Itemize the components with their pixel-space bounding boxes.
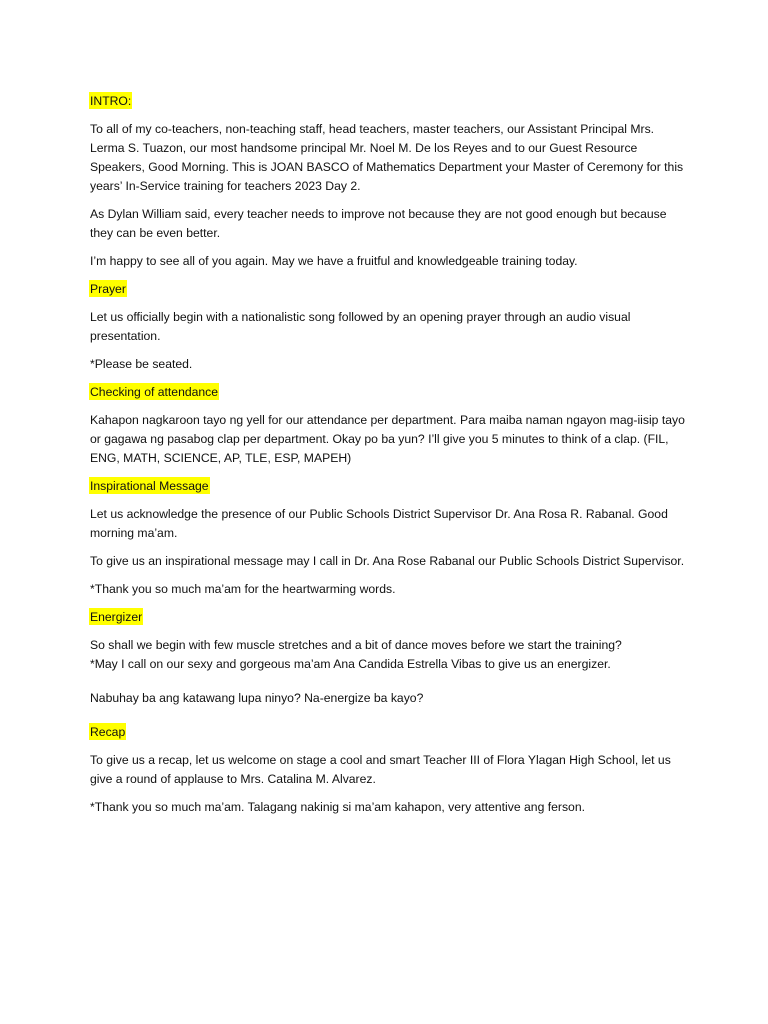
paragraph: So shall we begin with few muscle stretches and a bit of dance moves before we start the training? — [90, 638, 622, 652]
paragraph: To give us a recap, let us welcome on stage a cool and smart Teacher III of Flora Ylagan High School, let us give a round of applause to Mrs. Catalina M. Alvarez. — [90, 753, 671, 786]
document-page — [90, 92, 690, 817]
paragraph: Kahapon nagkaroon tayo ng yell for our attendance per department. Para maiba naman ngayon mag-iisip tayo or gagawa ng pasabog clap per department. Okay po ba yun? I’ll give you 5 minutes to think of a clap. (FIL, ENG, MATH, SCIENCE, AP, TLE, ESP, MAPEH) — [90, 413, 685, 465]
paragraph: Let us acknowledge the presence of our Public Schools District Supervisor Dr. Ana Rosa R. Rabanal. Good morning ma’am. — [90, 507, 668, 540]
highlighted-heading: Recap — [90, 725, 126, 739]
section-heading-energizer — [90, 608, 690, 627]
section-heading-intro — [90, 92, 690, 111]
paragraph: *Thank you so much ma’am for the heartwarming words. — [90, 582, 396, 596]
highlighted-heading: Inspirational Message — [90, 479, 209, 493]
highlighted-heading: Prayer — [90, 282, 126, 296]
highlighted-heading: Checking of attendance — [90, 385, 219, 399]
paragraph: As Dylan William said, every teacher needs to improve not because they are not good enough but because they can be even better. — [90, 207, 667, 240]
paragraph: I’m happy to see all of you again. May we have a fruitful and knowledgeable training today. — [90, 254, 578, 268]
highlighted-heading: Energizer — [90, 610, 143, 624]
section-heading-inspirational-message — [90, 477, 690, 496]
paragraph: Nabuhay ba ang katawang lupa ninyo? Na-energize ba kayo? — [90, 691, 424, 705]
paragraph: To all of my co-teachers, non-teaching staff, head teachers, master teachers, our Assistant Principal Mrs. Lerma S. Tuazon, our most handsome principal Mr. Noel M. De los Reyes and to our Guest Resource Speakers, Good Morning. This is JOAN BASCO of Mathematics Department your Master of Ceremony for this years’ In-Service training for teachers 2023 Day 2. — [90, 122, 684, 193]
section-heading-recap — [90, 723, 690, 742]
section-heading-attendance — [90, 383, 690, 402]
paragraph: Let us officially begin with a nationalistic song followed by an opening prayer through an audio visual presentation. — [90, 310, 631, 343]
section-heading-prayer — [90, 280, 690, 299]
paragraph: To give us an inspirational message may I call in Dr. Ana Rose Rabanal our Public Schools District Supervisor. — [90, 554, 685, 568]
paragraph: *May I call on our sexy and gorgeous ma’am Ana Candida Estrella Vibas to give us an energizer. — [90, 657, 611, 671]
paragraph: *Please be seated. — [90, 357, 193, 371]
highlighted-heading: INTRO: — [90, 94, 132, 108]
paragraph: *Thank you so much ma’am. Talagang nakinig si ma’am kahapon, very attentive ang ferson. — [90, 800, 585, 814]
